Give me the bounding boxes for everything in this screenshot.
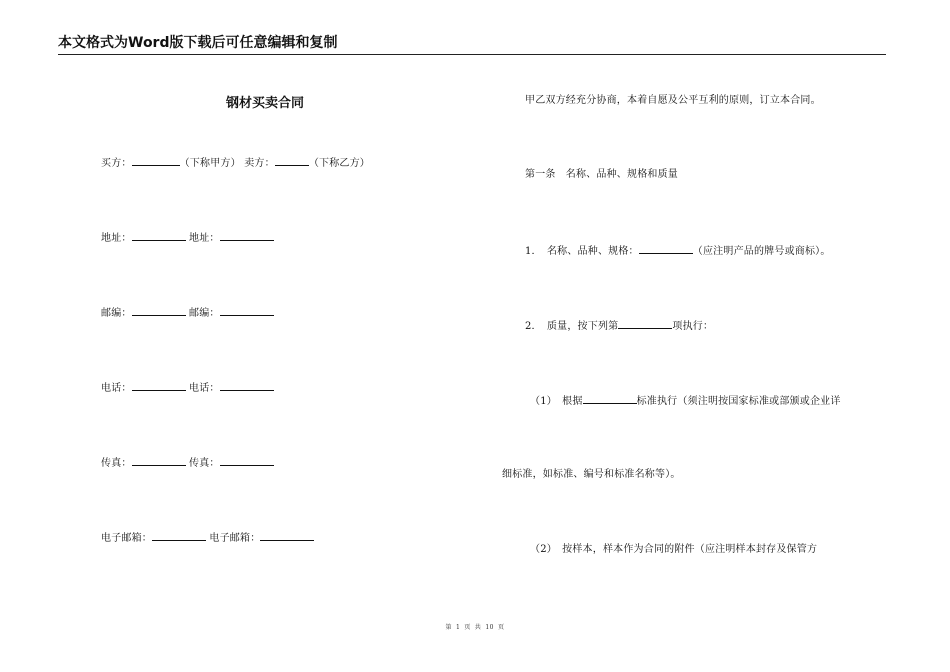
buyer-fax-label: 传真： bbox=[101, 458, 132, 469]
sub-item-1-blank bbox=[583, 393, 637, 404]
item-1-suffix: （应注明产品的牌号或商标）。 bbox=[692, 246, 831, 257]
page-footer bbox=[0, 622, 950, 631]
item-1-blank bbox=[639, 243, 693, 254]
seller-note: （下称乙方） bbox=[308, 158, 371, 169]
sub-item-1 bbox=[530, 393, 841, 409]
seller-fax-label: 传真： bbox=[189, 458, 220, 469]
seller-email-label: 电子邮箱： bbox=[209, 533, 261, 544]
item-2-prefix: 2． 质量，按下列第 bbox=[525, 321, 619, 332]
footer-total-unit: 页 bbox=[498, 624, 505, 631]
footer-page-total: 10 bbox=[485, 624, 494, 631]
buyer-email-label: 电子邮箱： bbox=[101, 533, 152, 544]
footer-total-label: 共 bbox=[474, 624, 482, 631]
sub-item-1-prefix: （1） 根据 bbox=[530, 396, 583, 407]
seller-postcode-label: 邮编： bbox=[189, 308, 220, 319]
seller-blank bbox=[275, 155, 309, 166]
page-header: 本文格式为Word版下载后可任意编辑和复制 bbox=[58, 34, 886, 55]
email-line bbox=[101, 530, 314, 546]
item-1-prefix: 1． 名称、品种、规格： bbox=[525, 246, 639, 257]
seller-fax-blank bbox=[220, 455, 274, 466]
buyer-email-blank bbox=[152, 530, 206, 541]
seller-phone-blank bbox=[220, 380, 274, 391]
sub-item-2: （2） 按样本，样本作为合同的附件（应注明样本封存及保管方 bbox=[530, 544, 818, 555]
buyer-address-blank bbox=[132, 230, 186, 241]
footer-page-unit: 页 bbox=[464, 624, 471, 631]
item-2-blank bbox=[618, 318, 672, 329]
footer-page-current: 1 bbox=[456, 624, 461, 631]
buyer-fax-blank bbox=[132, 455, 186, 466]
phone-line bbox=[101, 380, 274, 396]
item-2-suffix: 项执行： bbox=[672, 321, 714, 332]
buyer-blank bbox=[132, 155, 180, 166]
buyer-phone-label: 电话： bbox=[101, 383, 132, 394]
sub-item-1-suffix: 标准执行（须注明按国家标准或部颁或企业详 bbox=[636, 396, 841, 407]
seller-email-blank bbox=[260, 530, 314, 541]
intro-paragraph: 甲乙双方经充分协商，本着自愿及公平互利的原则，订立本合同。 bbox=[525, 95, 821, 106]
seller-address-label: 地址： bbox=[189, 233, 220, 244]
article-1-heading: 第一条 名称、品种、规格和质量 bbox=[525, 169, 678, 180]
seller-label: 卖方： bbox=[244, 158, 275, 169]
document-title: 钢材买卖合同 bbox=[225, 96, 304, 111]
buyer-note: （下称甲方） bbox=[179, 158, 241, 169]
seller-postcode-blank bbox=[220, 305, 274, 316]
buyer-postcode-label: 邮编： bbox=[101, 308, 132, 319]
item-2 bbox=[525, 318, 713, 334]
footer-page-label: 第 bbox=[445, 624, 452, 631]
postcode-line bbox=[101, 305, 274, 321]
address-line bbox=[101, 230, 274, 246]
seller-address-blank bbox=[220, 230, 274, 241]
buyer-postcode-blank bbox=[132, 305, 186, 316]
item-1 bbox=[525, 243, 831, 259]
fax-line bbox=[101, 455, 274, 471]
seller-phone-label: 电话： bbox=[189, 383, 220, 394]
buyer-phone-blank bbox=[132, 380, 186, 391]
buyer-label: 买方： bbox=[101, 158, 132, 169]
buyer-seller-line bbox=[101, 155, 370, 171]
sub-item-1-continuation: 细标准，如标准、编号和标准名称等）。 bbox=[502, 469, 681, 480]
buyer-address-label: 地址： bbox=[101, 233, 132, 244]
